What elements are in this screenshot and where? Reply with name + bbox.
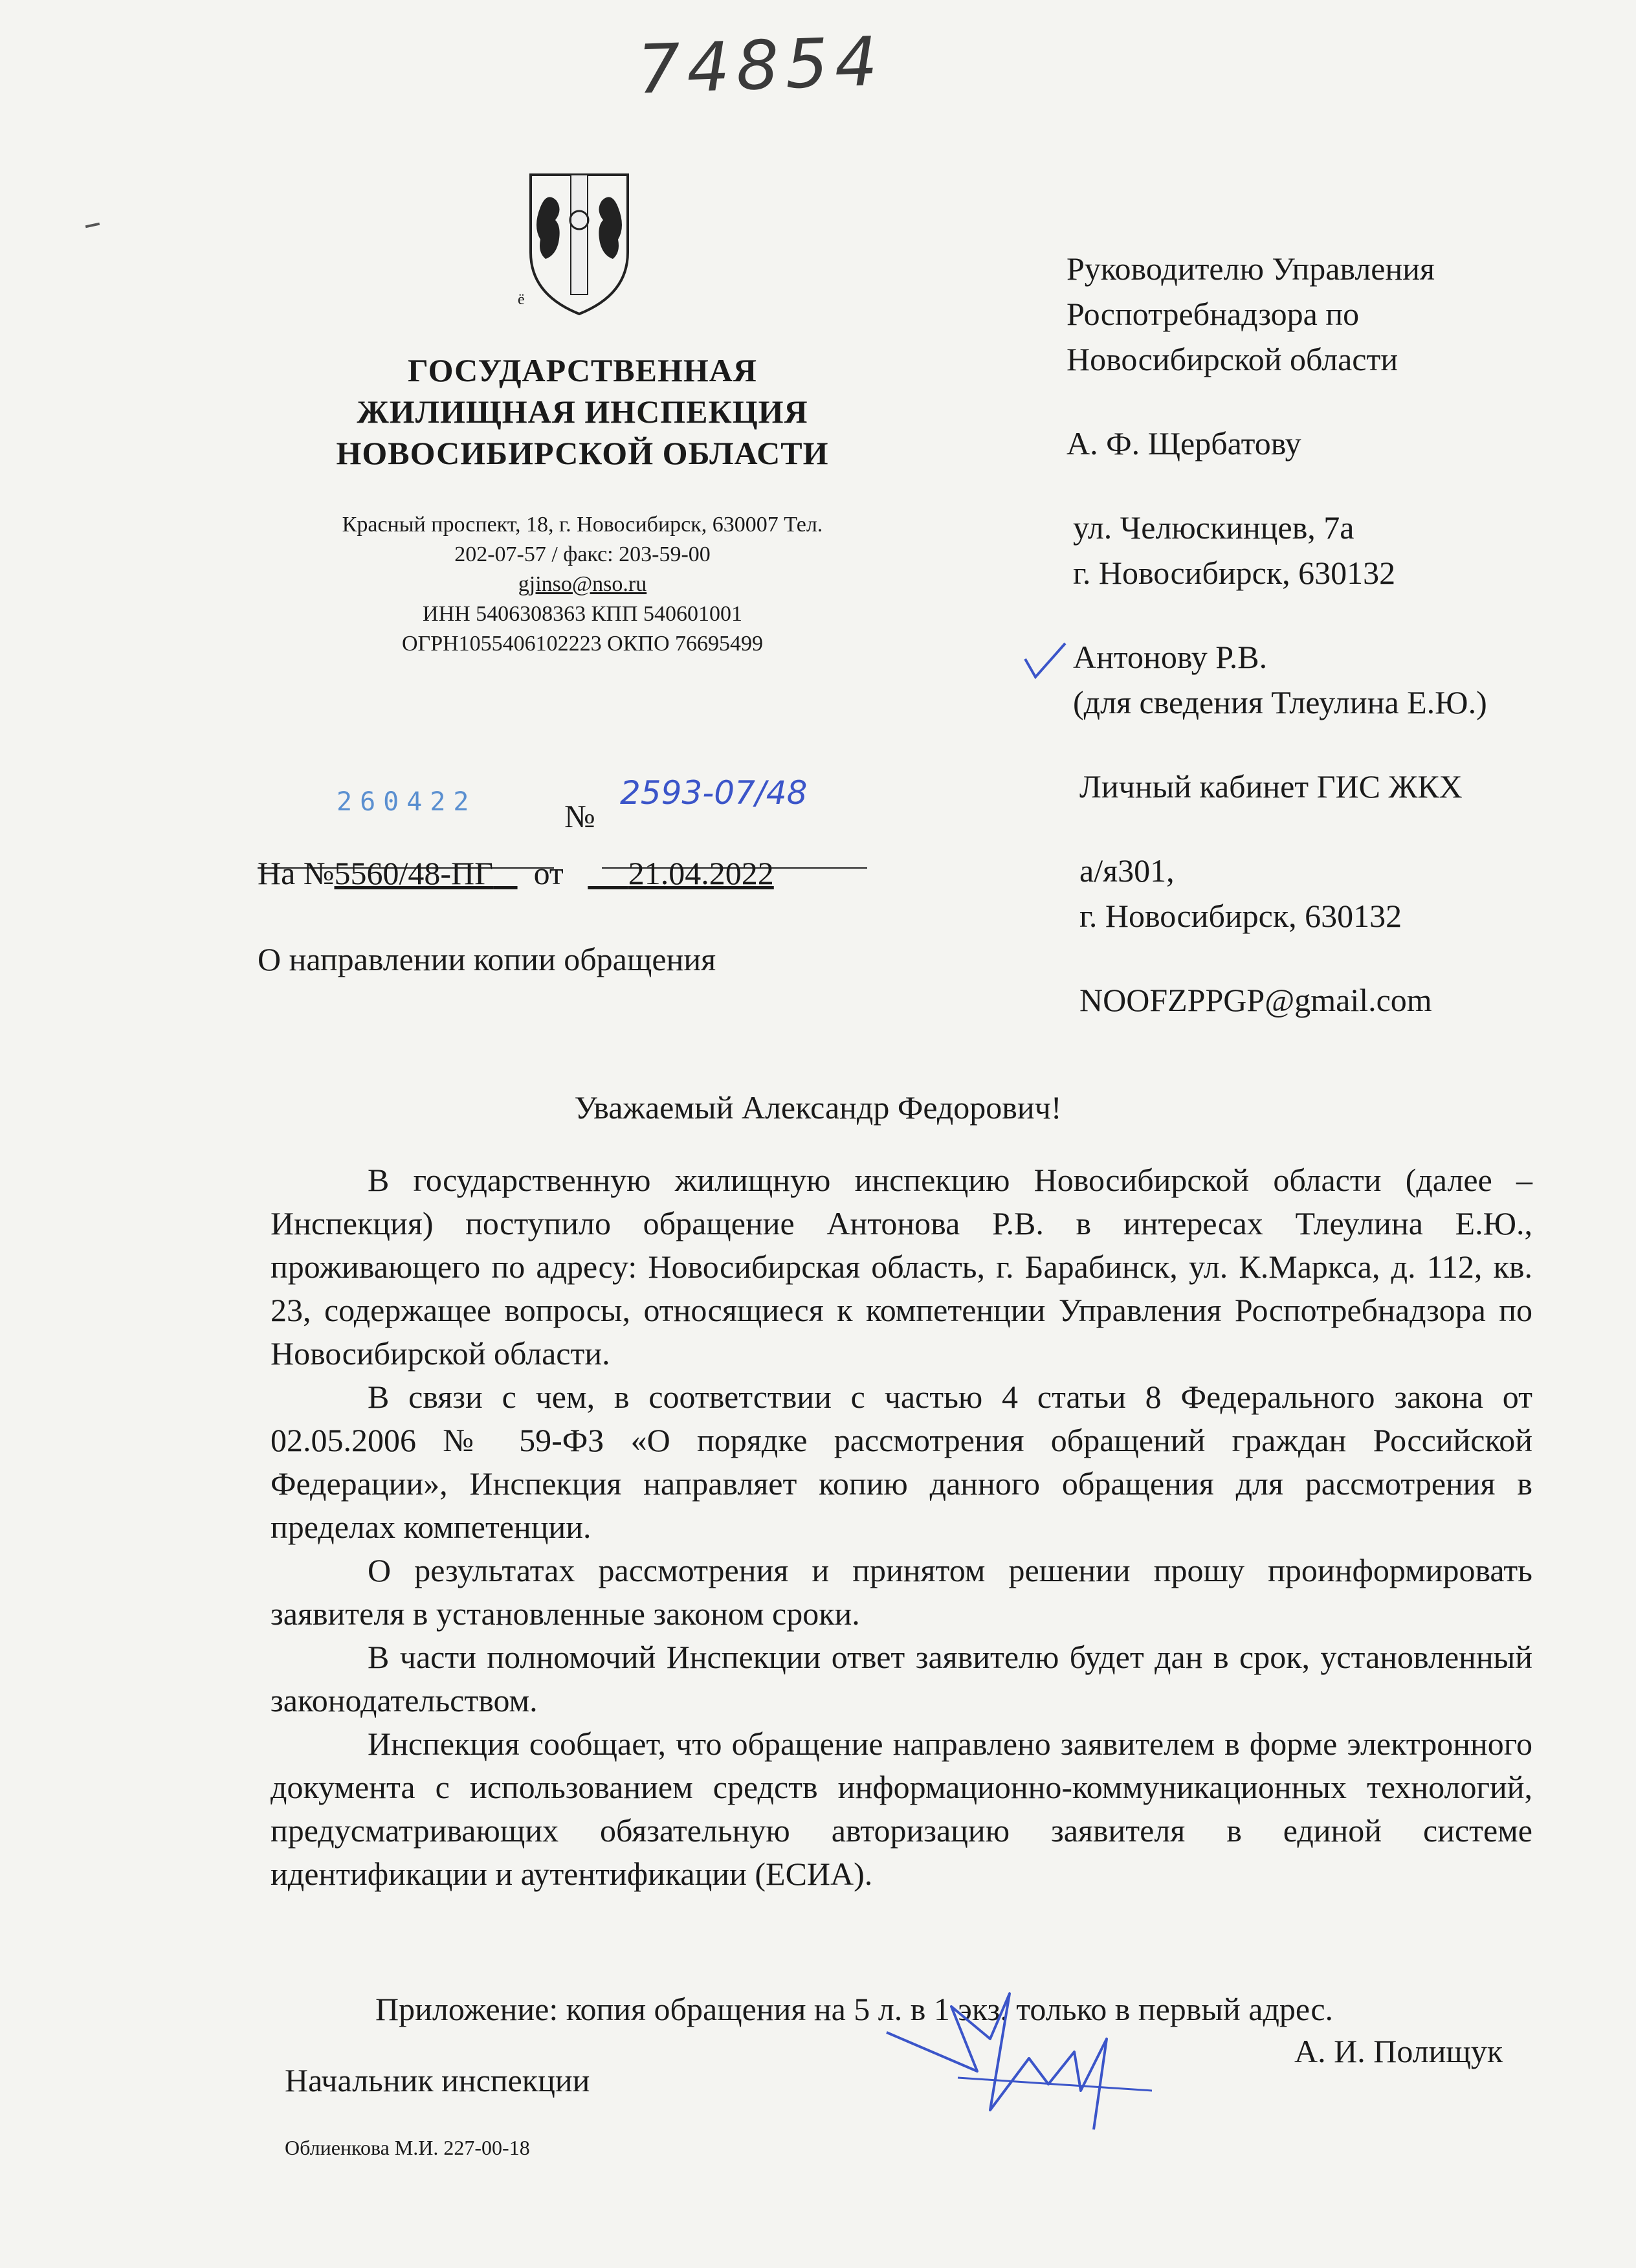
reference-from-label: от [533, 855, 564, 891]
org-contacts [227, 510, 938, 659]
po-box: а/я301, [1079, 852, 1175, 889]
po-city: г. Новосибирск, 630132 [1079, 898, 1402, 934]
paragraph-3: О результатах рассмотрения и принятом решении прошу проинформировать заявителя в установленные законом сроки. [271, 1552, 1532, 1632]
recipient-line3: Новосибирской области [1067, 341, 1398, 377]
executor-contact: Облиенкова М.И. 227-00-18 [285, 2136, 530, 2159]
recipient-city: г. Новосибирск, 630132 [1073, 555, 1396, 591]
org-header [259, 350, 906, 474]
handwritten-number: 74854 [636, 21, 885, 109]
org-name-line1: ГОСУДАРСТВЕННАЯ [408, 352, 757, 388]
org-inn: ИНН 5406308363 КПП 540601001 [423, 602, 742, 626]
reference-line [258, 854, 774, 892]
recipient-name: А. Ф. Щербатову [1067, 425, 1301, 461]
recipient-line2: Роспотребнадзора по [1067, 296, 1360, 332]
registration-no-label: № [564, 798, 595, 834]
copy-recipient-note: (для сведения Тлеулина Е.Ю.) [1073, 684, 1487, 720]
signatory-name: А. И. Полищук [1294, 2033, 1503, 2069]
paragraph-2: В связи с чем, в соответствии с частью 4 статьи 8 Федерального закона от 02.05.2006 № 59-ФЗ «О порядке рассмотрения обращений граждан Российской Федерации», Инспекция направляет копию данного обращения для рассмотрения в пределах компетенции. [271, 1379, 1532, 1545]
recipient-block [1067, 246, 1597, 1023]
salutation: Уважаемый Александр Федорович! [574, 1089, 1062, 1126]
reference-label: На № [258, 855, 335, 891]
org-address-line2: 202-07-57 / факс: 203-59-00 [454, 542, 711, 566]
reference-date: 21.04.2022 [628, 855, 774, 891]
org-email: gjinso@nso.ru [518, 572, 647, 596]
letter-body [271, 1159, 1532, 1896]
recipient-email: NOOFZPPGP@gmail.com [1079, 982, 1432, 1018]
signatory-position: Начальник инспекции [285, 2062, 590, 2098]
copy-recipient-name: Антонову Р.В. [1073, 639, 1268, 675]
paragraph-1: В государственную жилищную инспекцию Новосибирской области (далее – Инспекция) поступило обращение Антонова Р.В. в интересах Тлеулина Е.Ю., проживающего по адресу: Новосибирская область, г. Барабинск, ул. К.Маркса, д. 112, кв. 23, содержащее вопросы, относящиеся к компетенции Управления Роспотребнадзора по Новосибирской области. [271, 1162, 1532, 1372]
registration-number: 2593-07/48 [620, 774, 808, 812]
org-ogrn: ОГРН1055406102223 ОКПО 76695499 [401, 632, 763, 656]
coat-of-arms-emblem [518, 168, 641, 317]
paragraph-5: Инспекция сообщает, что обращение направлено заявителем в форме электронного документа с использованием средств информационно-коммуникационных технологий, предусматривающих обязательную авторизацию заявителя в единой системе идентификации и аутентификации (ЕСИА). [271, 1726, 1532, 1892]
emblem-letter: ё [518, 291, 525, 308]
handwritten-signature [880, 1981, 1152, 2139]
registration-date-stamp: 260422 [337, 787, 477, 817]
paragraph-4: В части полномочий Инспекции ответ заявителю будет дан в срок, установленный законодательством. [271, 1639, 1532, 1718]
cabinet-gis-zhkh: Личный кабинет ГИС ЖКХ [1079, 768, 1463, 805]
recipient-line1: Руководителю Управления [1067, 250, 1435, 287]
org-address-line1: Красный проспект, 18, г. Новосибирск, 630007 Тел. [342, 513, 823, 537]
recipient-street: ул. Челюскинцев, 7а [1073, 509, 1354, 546]
reference-number: 5560/48-ПГ [334, 855, 494, 891]
org-name-line3: НОВОСИБИРСКОЙ ОБЛАСТИ [336, 435, 829, 471]
attachment-note: Приложение: копия обращения на 5 л. в 1 экз. только в первый адрес. [375, 1991, 1334, 2027]
org-name-line2: ЖИЛИЩНАЯ ИНСПЕКЦИЯ [357, 394, 808, 430]
checkmark-icon [1022, 641, 1068, 683]
scan-mark [85, 223, 100, 228]
subject: О направлении копии обращения [258, 941, 716, 977]
